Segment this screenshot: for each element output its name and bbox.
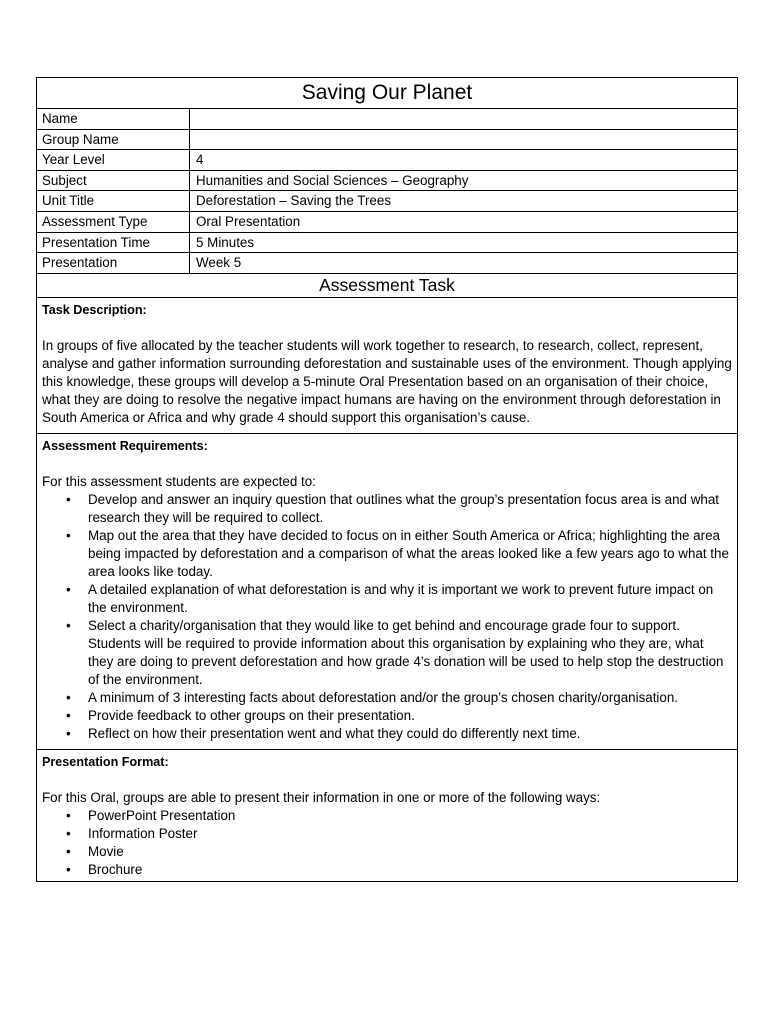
info-value: Oral Presentation — [196, 213, 301, 229]
info-value: Deforestation – Saving the Trees — [196, 193, 392, 209]
requirements-heading: Assessment Requirements: — [42, 438, 208, 453]
info-value: Week 5 — [196, 255, 242, 271]
info-row-group-name — [37, 130, 737, 151]
info-row-unit-title — [37, 191, 737, 212]
format-heading: Presentation Format: — [42, 754, 169, 769]
info-label: Presentation Time — [37, 233, 190, 253]
list-item: • PowerPoint Presentation — [42, 807, 732, 825]
info-label: Year Level — [37, 150, 190, 170]
assessment-document — [36, 77, 738, 882]
assessment-task-heading: Assessment Task — [37, 274, 737, 298]
info-row-presentation-time — [37, 233, 737, 254]
list-item: • Provide feedback to other groups on their presentation. — [42, 707, 732, 725]
info-value — [190, 109, 737, 129]
info-row-year-level — [37, 150, 737, 171]
list-item: • Brochure — [42, 861, 732, 879]
list-item: • Information Poster — [42, 825, 732, 843]
info-row-name — [37, 109, 737, 130]
info-label: Assessment Type — [37, 212, 190, 232]
document-title: Saving Our Planet — [37, 78, 737, 109]
info-label: Subject — [37, 171, 190, 191]
requirements-list — [42, 491, 732, 743]
task-description-section — [37, 298, 737, 434]
info-label: Group Name — [37, 130, 190, 150]
info-label: Name — [37, 109, 190, 129]
info-label: Presentation — [37, 253, 190, 273]
list-item: • Reflect on how their presentation went and what they could do differently next time. — [42, 725, 732, 743]
info-value: 4 — [196, 152, 204, 168]
requirements-section — [37, 434, 737, 750]
info-row-presentation — [37, 253, 737, 274]
info-row-subject — [37, 171, 737, 192]
list-item: • Select a charity/organisation that they would like to get behind and encourage grade four to support. Students will be required to provide information about this organisation by explaining who they are, what they are doing to prevent deforestation and how grade 4’s donation will be used to help stop the destruction of the environment. — [42, 617, 732, 689]
info-value: Humanities and Social Sciences – Geography — [196, 172, 469, 188]
info-label: Unit Title — [37, 191, 190, 211]
requirements-intro: For this assessment students are expected to: — [42, 473, 316, 489]
info-table — [37, 109, 737, 274]
task-description-heading: Task Description: — [42, 302, 147, 317]
format-list — [42, 807, 732, 879]
format-section — [37, 750, 737, 881]
list-item: • Map out the area that they have decided to focus on in either South America or Africa; highlighting the area being impacted by deforestation and a comparison of what the areas looked like a few years ago to what the area looks like today. — [42, 527, 732, 581]
info-value: 5 Minutes — [196, 234, 255, 250]
list-item: • Movie — [42, 843, 732, 861]
info-value — [190, 130, 737, 150]
info-row-assessment-type — [37, 212, 737, 233]
format-intro: For this Oral, groups are able to present their information in one or more of the following ways: — [42, 789, 601, 805]
list-item: • A minimum of 3 interesting facts about deforestation and/or the group’s chosen charity/organisation. — [42, 689, 732, 707]
list-item: • Develop and answer an inquiry question that outlines what the group’s presentation focus area is and what research they will be required to collect. — [42, 491, 732, 527]
list-item: • A detailed explanation of what deforestation is and why it is important we work to prevent future impact on the environment. — [42, 581, 732, 617]
task-description-text: In groups of five allocated by the teacher students will work together to research, to research, collect, represent, analyse and gather information surrounding deforestation and sustainable uses of the environment. Though applying this knowledge, these groups will develop a 5-minute Oral Presentation based on an organisation of their choice, what they are doing to resolve the negative impact humans are having on the environment through deforestation in South America or Africa and why grade 4 should support this organisation’s cause. — [42, 337, 732, 425]
